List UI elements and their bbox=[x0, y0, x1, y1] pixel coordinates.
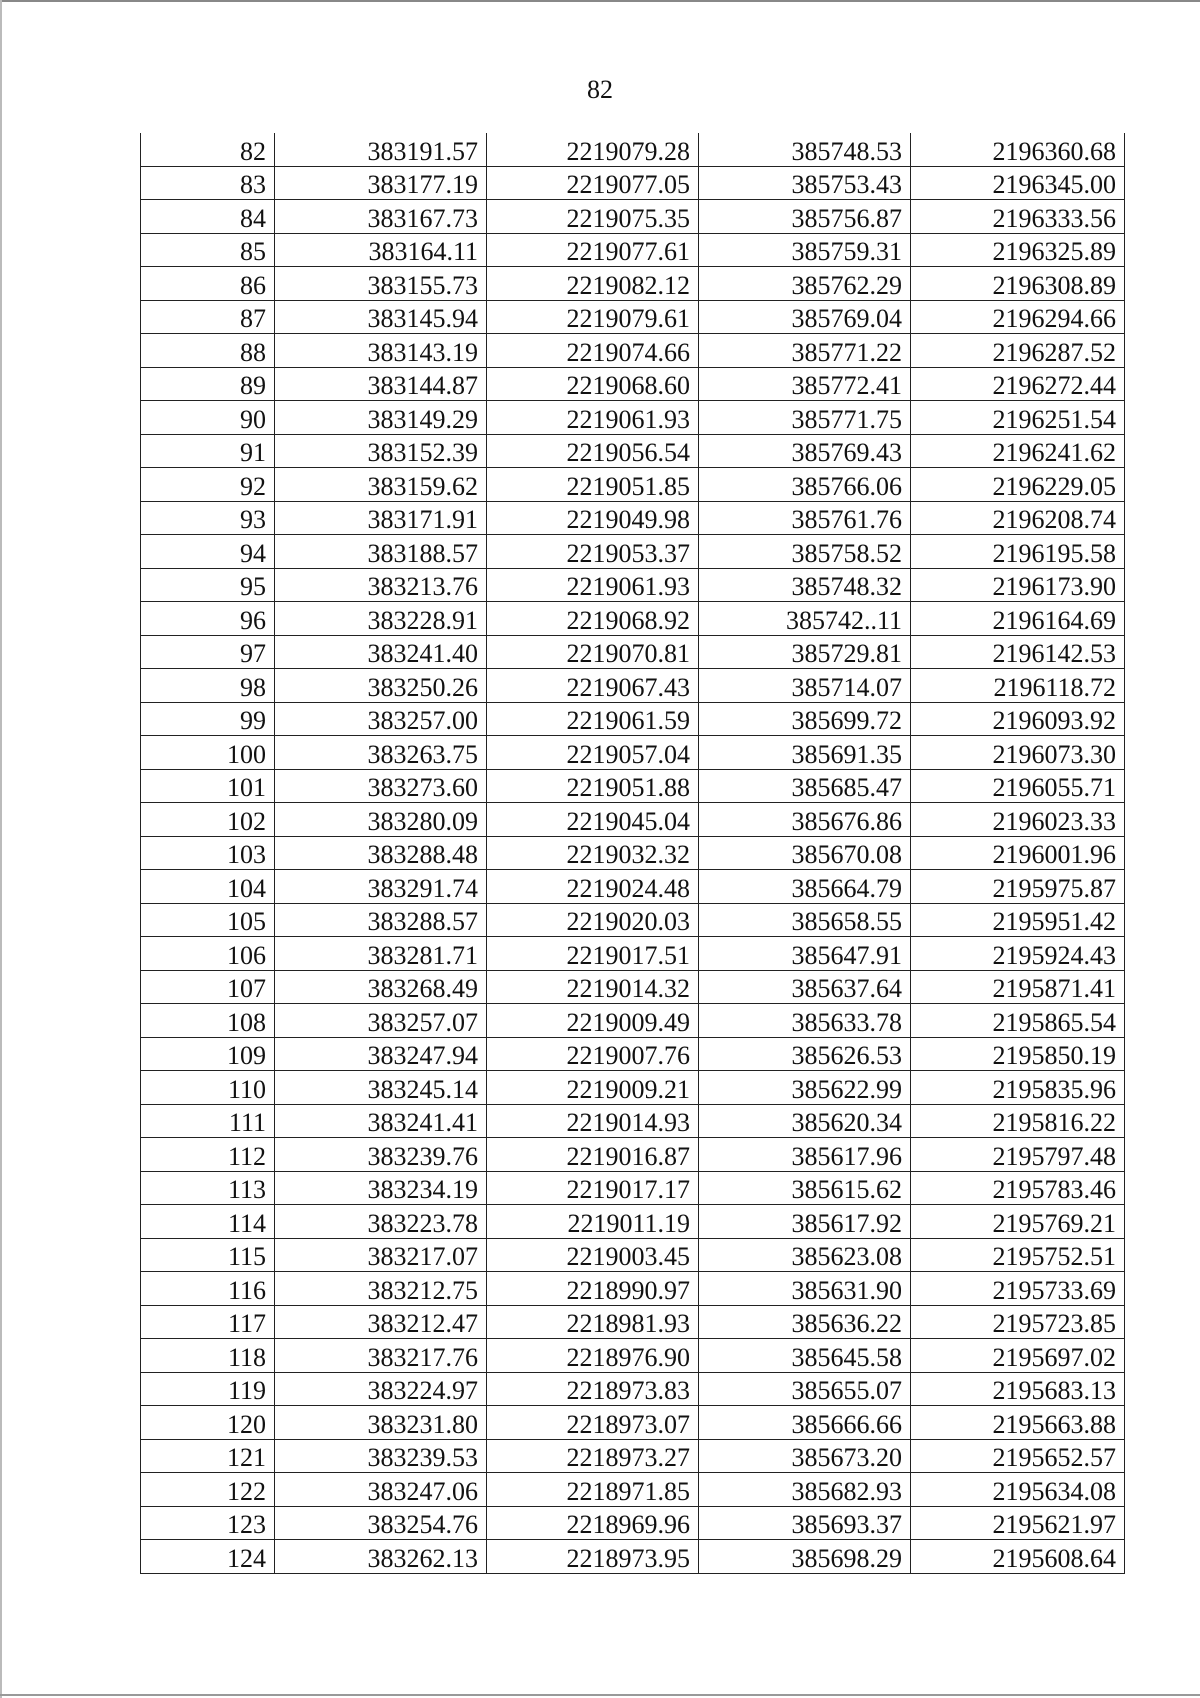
y2-cell: 2195865.54 bbox=[911, 1004, 1125, 1038]
x2-cell: 385771.75 bbox=[699, 401, 911, 435]
table-row bbox=[141, 1372, 1125, 1406]
y1-cell: 2219079.28 bbox=[487, 133, 699, 166]
x2-cell: 385626.53 bbox=[699, 1037, 911, 1071]
x2-cell: 385670.08 bbox=[699, 836, 911, 870]
y2-cell: 2195769.21 bbox=[911, 1205, 1125, 1239]
x1-cell: 383167.73 bbox=[275, 200, 487, 234]
x2-cell: 385617.96 bbox=[699, 1138, 911, 1172]
x2-cell: 385637.64 bbox=[699, 970, 911, 1004]
table-row bbox=[141, 1439, 1125, 1473]
y1-cell: 2219049.98 bbox=[487, 501, 699, 535]
x2-cell: 385762.29 bbox=[699, 267, 911, 301]
point-number-cell: 109 bbox=[141, 1037, 275, 1071]
point-number-cell: 116 bbox=[141, 1272, 275, 1306]
y1-cell: 2218973.95 bbox=[487, 1540, 699, 1574]
x1-cell: 383288.57 bbox=[275, 903, 487, 937]
table-row bbox=[141, 1104, 1125, 1138]
x2-cell: 385636.22 bbox=[699, 1305, 911, 1339]
y1-cell: 2218973.07 bbox=[487, 1406, 699, 1440]
x1-cell: 383164.11 bbox=[275, 233, 487, 267]
x2-cell: 385699.72 bbox=[699, 702, 911, 736]
y1-cell: 2219007.76 bbox=[487, 1037, 699, 1071]
x1-cell: 383281.71 bbox=[275, 937, 487, 971]
y2-cell: 2195663.88 bbox=[911, 1406, 1125, 1440]
x1-cell: 383263.75 bbox=[275, 736, 487, 770]
point-number-cell: 103 bbox=[141, 836, 275, 870]
point-number-cell: 121 bbox=[141, 1439, 275, 1473]
y2-cell: 2195634.08 bbox=[911, 1473, 1125, 1507]
point-number-cell: 91 bbox=[141, 434, 275, 468]
y1-cell: 2219003.45 bbox=[487, 1238, 699, 1272]
y2-cell: 2196142.53 bbox=[911, 635, 1125, 669]
x1-cell: 383280.09 bbox=[275, 803, 487, 837]
y2-cell: 2196345.00 bbox=[911, 166, 1125, 200]
table-row bbox=[141, 434, 1125, 468]
point-number-cell: 107 bbox=[141, 970, 275, 1004]
scan-edge-left bbox=[0, 0, 2, 1698]
table-row bbox=[141, 166, 1125, 200]
coordinates-table-body bbox=[141, 133, 1125, 1573]
point-number-cell: 113 bbox=[141, 1171, 275, 1205]
table-row bbox=[141, 602, 1125, 636]
x2-cell: 385622.99 bbox=[699, 1071, 911, 1105]
x1-cell: 383149.29 bbox=[275, 401, 487, 435]
x1-cell: 383224.97 bbox=[275, 1372, 487, 1406]
y2-cell: 2196093.92 bbox=[911, 702, 1125, 736]
x1-cell: 383239.76 bbox=[275, 1138, 487, 1172]
y2-cell: 2196023.33 bbox=[911, 803, 1125, 837]
table-row bbox=[141, 233, 1125, 267]
x1-cell: 383223.78 bbox=[275, 1205, 487, 1239]
point-number-cell: 119 bbox=[141, 1372, 275, 1406]
x1-cell: 383268.49 bbox=[275, 970, 487, 1004]
table-row bbox=[141, 803, 1125, 837]
x1-cell: 383228.91 bbox=[275, 602, 487, 636]
x1-cell: 383212.75 bbox=[275, 1272, 487, 1306]
table-row bbox=[141, 300, 1125, 334]
x2-cell: 385666.66 bbox=[699, 1406, 911, 1440]
point-number-cell: 84 bbox=[141, 200, 275, 234]
point-number-cell: 115 bbox=[141, 1238, 275, 1272]
point-number-cell: 89 bbox=[141, 367, 275, 401]
x1-cell: 383247.06 bbox=[275, 1473, 487, 1507]
point-number-cell: 110 bbox=[141, 1071, 275, 1105]
point-number-cell: 106 bbox=[141, 937, 275, 971]
point-number-cell: 83 bbox=[141, 166, 275, 200]
x1-cell: 383288.48 bbox=[275, 836, 487, 870]
y1-cell: 2219009.21 bbox=[487, 1071, 699, 1105]
table-row bbox=[141, 1205, 1125, 1239]
x2-cell: 385664.79 bbox=[699, 870, 911, 904]
y1-cell: 2219051.85 bbox=[487, 468, 699, 502]
x1-cell: 383171.91 bbox=[275, 501, 487, 535]
point-number-cell: 102 bbox=[141, 803, 275, 837]
y1-cell: 2219068.92 bbox=[487, 602, 699, 636]
table-row bbox=[141, 970, 1125, 1004]
x2-cell: 385748.53 bbox=[699, 133, 911, 166]
table-row bbox=[141, 1506, 1125, 1540]
y1-cell: 2219070.81 bbox=[487, 635, 699, 669]
point-number-cell: 100 bbox=[141, 736, 275, 770]
table-row bbox=[141, 267, 1125, 301]
y2-cell: 2196001.96 bbox=[911, 836, 1125, 870]
table-row bbox=[141, 1305, 1125, 1339]
y1-cell: 2219014.32 bbox=[487, 970, 699, 1004]
y1-cell: 2219009.49 bbox=[487, 1004, 699, 1038]
y2-cell: 2196360.68 bbox=[911, 133, 1125, 166]
x1-cell: 383143.19 bbox=[275, 334, 487, 368]
table-row bbox=[141, 401, 1125, 435]
x2-cell: 385617.92 bbox=[699, 1205, 911, 1239]
table-row bbox=[141, 836, 1125, 870]
y2-cell: 2195621.97 bbox=[911, 1506, 1125, 1540]
point-number-cell: 112 bbox=[141, 1138, 275, 1172]
y2-cell: 2196241.62 bbox=[911, 434, 1125, 468]
x1-cell: 383234.19 bbox=[275, 1171, 487, 1205]
y1-cell: 2219074.66 bbox=[487, 334, 699, 368]
y2-cell: 2196118.72 bbox=[911, 669, 1125, 703]
table-row bbox=[141, 133, 1125, 166]
point-number-cell: 114 bbox=[141, 1205, 275, 1239]
table-row bbox=[141, 1171, 1125, 1205]
point-number-cell: 85 bbox=[141, 233, 275, 267]
y2-cell: 2196164.69 bbox=[911, 602, 1125, 636]
x1-cell: 383245.14 bbox=[275, 1071, 487, 1105]
x2-cell: 385742..11 bbox=[699, 602, 911, 636]
y2-cell: 2195723.85 bbox=[911, 1305, 1125, 1339]
table-row bbox=[141, 501, 1125, 535]
y2-cell: 2195733.69 bbox=[911, 1272, 1125, 1306]
x1-cell: 383212.47 bbox=[275, 1305, 487, 1339]
x2-cell: 385766.06 bbox=[699, 468, 911, 502]
x1-cell: 383250.26 bbox=[275, 669, 487, 703]
table-row bbox=[141, 1238, 1125, 1272]
x2-cell: 385682.93 bbox=[699, 1473, 911, 1507]
x2-cell: 385615.62 bbox=[699, 1171, 911, 1205]
x2-cell: 385633.78 bbox=[699, 1004, 911, 1038]
scan-edge-bottom bbox=[0, 1694, 1200, 1696]
point-number-cell: 105 bbox=[141, 903, 275, 937]
y2-cell: 2195683.13 bbox=[911, 1372, 1125, 1406]
y1-cell: 2218976.90 bbox=[487, 1339, 699, 1373]
x2-cell: 385645.58 bbox=[699, 1339, 911, 1373]
table-row bbox=[141, 903, 1125, 937]
table-row bbox=[141, 1272, 1125, 1306]
x2-cell: 385759.31 bbox=[699, 233, 911, 267]
y1-cell: 2219075.35 bbox=[487, 200, 699, 234]
x2-cell: 385729.81 bbox=[699, 635, 911, 669]
x1-cell: 383262.13 bbox=[275, 1540, 487, 1574]
y2-cell: 2195951.42 bbox=[911, 903, 1125, 937]
x2-cell: 385756.87 bbox=[699, 200, 911, 234]
x1-cell: 383213.76 bbox=[275, 568, 487, 602]
table-row bbox=[141, 568, 1125, 602]
x2-cell: 385620.34 bbox=[699, 1104, 911, 1138]
y2-cell: 2196294.66 bbox=[911, 300, 1125, 334]
y1-cell: 2219020.03 bbox=[487, 903, 699, 937]
y2-cell: 2195816.22 bbox=[911, 1104, 1125, 1138]
y2-cell: 2195924.43 bbox=[911, 937, 1125, 971]
y1-cell: 2219016.87 bbox=[487, 1138, 699, 1172]
table-row bbox=[141, 334, 1125, 368]
coordinates-table bbox=[140, 133, 1125, 1574]
y1-cell: 2219067.43 bbox=[487, 669, 699, 703]
y1-cell: 2219017.17 bbox=[487, 1171, 699, 1205]
y2-cell: 2196208.74 bbox=[911, 501, 1125, 535]
table-row bbox=[141, 1037, 1125, 1071]
y1-cell: 2219053.37 bbox=[487, 535, 699, 569]
y2-cell: 2196195.58 bbox=[911, 535, 1125, 569]
table-row bbox=[141, 1406, 1125, 1440]
x2-cell: 385714.07 bbox=[699, 669, 911, 703]
y2-cell: 2196173.90 bbox=[911, 568, 1125, 602]
y2-cell: 2195608.64 bbox=[911, 1540, 1125, 1574]
table-row bbox=[141, 535, 1125, 569]
y1-cell: 2219045.04 bbox=[487, 803, 699, 837]
y2-cell: 2195697.02 bbox=[911, 1339, 1125, 1373]
y2-cell: 2195797.48 bbox=[911, 1138, 1125, 1172]
x1-cell: 383239.53 bbox=[275, 1439, 487, 1473]
x2-cell: 385655.07 bbox=[699, 1372, 911, 1406]
y1-cell: 2219082.12 bbox=[487, 267, 699, 301]
x1-cell: 383257.00 bbox=[275, 702, 487, 736]
y1-cell: 2219061.59 bbox=[487, 702, 699, 736]
x1-cell: 383155.73 bbox=[275, 267, 487, 301]
y2-cell: 2196333.56 bbox=[911, 200, 1125, 234]
y1-cell: 2219061.93 bbox=[487, 401, 699, 435]
y1-cell: 2219056.54 bbox=[487, 434, 699, 468]
y2-cell: 2195871.41 bbox=[911, 970, 1125, 1004]
x2-cell: 385676.86 bbox=[699, 803, 911, 837]
point-number-cell: 93 bbox=[141, 501, 275, 535]
x1-cell: 383241.41 bbox=[275, 1104, 487, 1138]
table-row bbox=[141, 937, 1125, 971]
table-row bbox=[141, 1138, 1125, 1172]
x2-cell: 385693.37 bbox=[699, 1506, 911, 1540]
x2-cell: 385748.32 bbox=[699, 568, 911, 602]
table-row bbox=[141, 736, 1125, 770]
y2-cell: 2196055.71 bbox=[911, 769, 1125, 803]
point-number-cell: 111 bbox=[141, 1104, 275, 1138]
x1-cell: 383177.19 bbox=[275, 166, 487, 200]
x2-cell: 385769.43 bbox=[699, 434, 911, 468]
y1-cell: 2219017.51 bbox=[487, 937, 699, 971]
x1-cell: 383231.80 bbox=[275, 1406, 487, 1440]
point-number-cell: 90 bbox=[141, 401, 275, 435]
point-number-cell: 95 bbox=[141, 568, 275, 602]
x2-cell: 385772.41 bbox=[699, 367, 911, 401]
x1-cell: 383217.07 bbox=[275, 1238, 487, 1272]
point-number-cell: 122 bbox=[141, 1473, 275, 1507]
point-number-cell: 120 bbox=[141, 1406, 275, 1440]
y1-cell: 2219011.19 bbox=[487, 1205, 699, 1239]
point-number-cell: 92 bbox=[141, 468, 275, 502]
point-number-cell: 123 bbox=[141, 1506, 275, 1540]
y2-cell: 2195850.19 bbox=[911, 1037, 1125, 1071]
table-row bbox=[141, 200, 1125, 234]
y2-cell: 2195835.96 bbox=[911, 1071, 1125, 1105]
y1-cell: 2219057.04 bbox=[487, 736, 699, 770]
x2-cell: 385753.43 bbox=[699, 166, 911, 200]
y1-cell: 2219079.61 bbox=[487, 300, 699, 334]
x1-cell: 383273.60 bbox=[275, 769, 487, 803]
table-row bbox=[141, 1071, 1125, 1105]
x1-cell: 383145.94 bbox=[275, 300, 487, 334]
table-row bbox=[141, 769, 1125, 803]
point-number-cell: 108 bbox=[141, 1004, 275, 1038]
point-number-cell: 87 bbox=[141, 300, 275, 334]
y2-cell: 2196229.05 bbox=[911, 468, 1125, 502]
x2-cell: 385761.76 bbox=[699, 501, 911, 535]
x1-cell: 383217.76 bbox=[275, 1339, 487, 1373]
table-row bbox=[141, 367, 1125, 401]
x1-cell: 383188.57 bbox=[275, 535, 487, 569]
table-row bbox=[141, 1339, 1125, 1373]
y2-cell: 2196251.54 bbox=[911, 401, 1125, 435]
y2-cell: 2195783.46 bbox=[911, 1171, 1125, 1205]
point-number-cell: 97 bbox=[141, 635, 275, 669]
y1-cell: 2219077.61 bbox=[487, 233, 699, 267]
table-row bbox=[141, 870, 1125, 904]
y1-cell: 2218990.97 bbox=[487, 1272, 699, 1306]
y1-cell: 2218969.96 bbox=[487, 1506, 699, 1540]
point-number-cell: 99 bbox=[141, 702, 275, 736]
x1-cell: 383247.94 bbox=[275, 1037, 487, 1071]
point-number-cell: 88 bbox=[141, 334, 275, 368]
point-number-cell: 86 bbox=[141, 267, 275, 301]
page-number: 82 bbox=[587, 75, 613, 104]
point-number-cell: 101 bbox=[141, 769, 275, 803]
y2-cell: 2196325.89 bbox=[911, 233, 1125, 267]
y1-cell: 2218971.85 bbox=[487, 1473, 699, 1507]
y1-cell: 2218981.93 bbox=[487, 1305, 699, 1339]
point-number-cell: 82 bbox=[141, 133, 275, 166]
point-number-cell: 96 bbox=[141, 602, 275, 636]
y2-cell: 2195975.87 bbox=[911, 870, 1125, 904]
y1-cell: 2219077.05 bbox=[487, 166, 699, 200]
x2-cell: 385623.08 bbox=[699, 1238, 911, 1272]
y2-cell: 2195652.57 bbox=[911, 1439, 1125, 1473]
x2-cell: 385758.52 bbox=[699, 535, 911, 569]
table-row bbox=[141, 1540, 1125, 1574]
table-row bbox=[141, 1004, 1125, 1038]
y1-cell: 2219032.32 bbox=[487, 836, 699, 870]
x1-cell: 383152.39 bbox=[275, 434, 487, 468]
x1-cell: 383191.57 bbox=[275, 133, 487, 166]
y1-cell: 2219014.93 bbox=[487, 1104, 699, 1138]
y1-cell: 2218973.27 bbox=[487, 1439, 699, 1473]
table-row bbox=[141, 1473, 1125, 1507]
y1-cell: 2219068.60 bbox=[487, 367, 699, 401]
x2-cell: 385698.29 bbox=[699, 1540, 911, 1574]
x2-cell: 385658.55 bbox=[699, 903, 911, 937]
x2-cell: 385647.91 bbox=[699, 937, 911, 971]
x1-cell: 383257.07 bbox=[275, 1004, 487, 1038]
table-row bbox=[141, 702, 1125, 736]
y1-cell: 2219051.88 bbox=[487, 769, 699, 803]
point-number-cell: 98 bbox=[141, 669, 275, 703]
y2-cell: 2196272.44 bbox=[911, 367, 1125, 401]
y1-cell: 2218973.83 bbox=[487, 1372, 699, 1406]
scan-edge-top bbox=[0, 0, 1200, 2]
x2-cell: 385691.35 bbox=[699, 736, 911, 770]
x2-cell: 385685.47 bbox=[699, 769, 911, 803]
table-row bbox=[141, 669, 1125, 703]
y2-cell: 2196287.52 bbox=[911, 334, 1125, 368]
table-row bbox=[141, 468, 1125, 502]
point-number-cell: 94 bbox=[141, 535, 275, 569]
y1-cell: 2219024.48 bbox=[487, 870, 699, 904]
x2-cell: 385673.20 bbox=[699, 1439, 911, 1473]
x1-cell: 383254.76 bbox=[275, 1506, 487, 1540]
x2-cell: 385631.90 bbox=[699, 1272, 911, 1306]
y2-cell: 2195752.51 bbox=[911, 1238, 1125, 1272]
table-row bbox=[141, 635, 1125, 669]
x2-cell: 385771.22 bbox=[699, 334, 911, 368]
point-number-cell: 104 bbox=[141, 870, 275, 904]
x1-cell: 383241.40 bbox=[275, 635, 487, 669]
point-number-cell: 117 bbox=[141, 1305, 275, 1339]
y1-cell: 2219061.93 bbox=[487, 568, 699, 602]
point-number-cell: 118 bbox=[141, 1339, 275, 1373]
x2-cell: 385769.04 bbox=[699, 300, 911, 334]
y2-cell: 2196308.89 bbox=[911, 267, 1125, 301]
y2-cell: 2196073.30 bbox=[911, 736, 1125, 770]
x1-cell: 383159.62 bbox=[275, 468, 487, 502]
point-number-cell: 124 bbox=[141, 1540, 275, 1574]
x1-cell: 383291.74 bbox=[275, 870, 487, 904]
x1-cell: 383144.87 bbox=[275, 367, 487, 401]
